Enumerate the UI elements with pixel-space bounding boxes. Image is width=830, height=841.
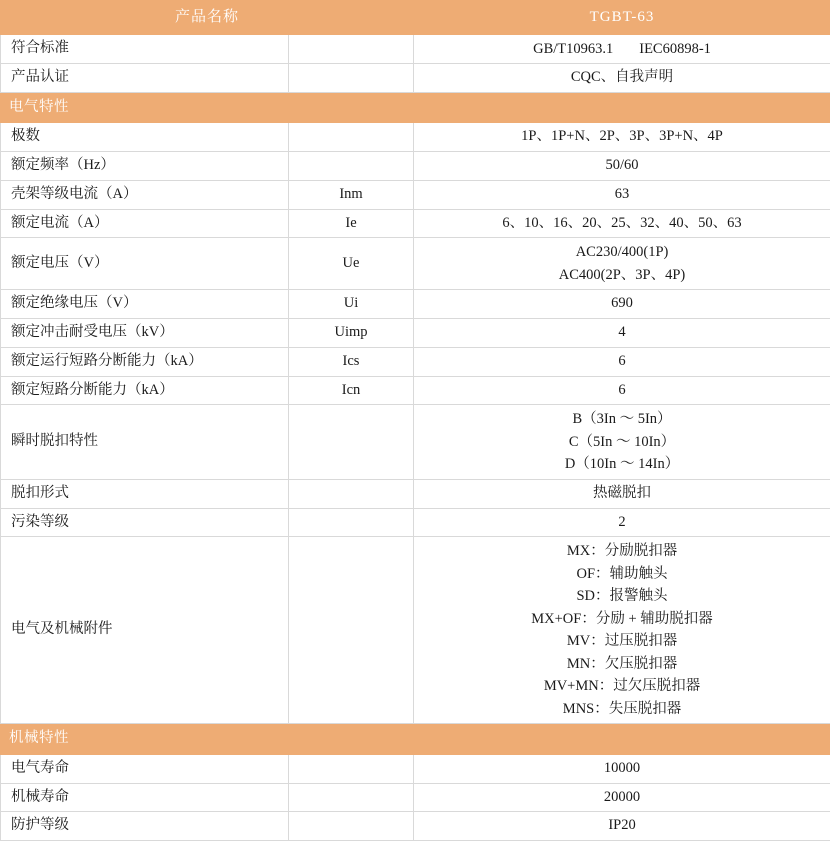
spec-value-text: MV+MN：过欠压脱扣器 bbox=[420, 675, 824, 697]
spec-value-cell bbox=[414, 63, 830, 92]
spec-value-text: SD：报警触头 bbox=[420, 585, 824, 607]
spec-value-cell bbox=[414, 405, 830, 479]
spec-table-body bbox=[1, 1, 830, 841]
spec-symbol-cell bbox=[289, 479, 414, 508]
spec-name-cell: 脱扣形式 bbox=[1, 479, 289, 508]
spec-name-cell: 瞬时脱扣特性 bbox=[1, 405, 289, 479]
spec-value-cell bbox=[414, 376, 830, 405]
table-row bbox=[1, 508, 830, 537]
table-row bbox=[1, 34, 830, 63]
table-row bbox=[1, 123, 830, 152]
spec-value-cell bbox=[414, 479, 830, 508]
table-row bbox=[1, 63, 830, 92]
spec-value-cell bbox=[414, 754, 830, 783]
table-row bbox=[1, 376, 830, 405]
header-product-model: TGBT-63 bbox=[414, 1, 830, 35]
spec-value-text: MN：欠压脱扣器 bbox=[420, 653, 824, 675]
spec-value-cell bbox=[414, 508, 830, 537]
spec-value-cell bbox=[414, 783, 830, 812]
spec-value-text: MNS：失压脱扣器 bbox=[420, 698, 824, 720]
spec-value-cell bbox=[414, 180, 830, 209]
spec-value-text: 1P、1P+N、2P、3P、3P+N、4P bbox=[420, 126, 824, 148]
spec-name-cell: 电气寿命 bbox=[1, 754, 289, 783]
table-row bbox=[1, 405, 830, 479]
spec-name-cell: 额定电流（A） bbox=[1, 209, 289, 238]
section-header-row bbox=[1, 724, 830, 755]
spec-symbol-cell bbox=[289, 537, 414, 724]
table-row bbox=[1, 347, 830, 376]
spec-name-cell: 额定频率（Hz） bbox=[1, 152, 289, 181]
spec-name-cell: 额定运行短路分断能力（kA） bbox=[1, 347, 289, 376]
spec-name-cell: 电气及机械附件 bbox=[1, 537, 289, 724]
spec-name-cell: 额定冲击耐受电压（kV） bbox=[1, 319, 289, 348]
spec-value-cell bbox=[414, 537, 830, 724]
spec-value-cell bbox=[414, 152, 830, 181]
table-row bbox=[1, 180, 830, 209]
spec-value-cell bbox=[414, 290, 830, 319]
spec-value-text: IP20 bbox=[420, 815, 824, 837]
spec-name-cell: 符合标准 bbox=[1, 34, 289, 63]
spec-name-cell: 壳架等级电流（A） bbox=[1, 180, 289, 209]
section-header-row bbox=[1, 92, 830, 123]
spec-value-text: 4 bbox=[420, 322, 824, 344]
spec-symbol-cell bbox=[289, 754, 414, 783]
spec-value-cell bbox=[414, 319, 830, 348]
spec-name-cell: 额定短路分断能力（kA） bbox=[1, 376, 289, 405]
table-row bbox=[1, 290, 830, 319]
spec-value-cell bbox=[414, 812, 830, 841]
table-row bbox=[1, 812, 830, 841]
spec-value-cell bbox=[414, 123, 830, 152]
spec-value-text: 6、10、16、20、25、32、40、50、63 bbox=[420, 213, 824, 235]
spec-symbol-cell: Icn bbox=[289, 376, 414, 405]
table-header-row bbox=[1, 1, 830, 35]
spec-value-cell bbox=[414, 347, 830, 376]
spec-symbol-cell: Ie bbox=[289, 209, 414, 238]
spec-name-cell: 极数 bbox=[1, 123, 289, 152]
spec-symbol-cell: Uimp bbox=[289, 319, 414, 348]
spec-value-cell bbox=[414, 238, 830, 290]
spec-value-text: MV：过压脱扣器 bbox=[420, 630, 824, 652]
table-row bbox=[1, 754, 830, 783]
spec-symbol-cell bbox=[289, 63, 414, 92]
header-product-name: 产品名称 bbox=[1, 1, 414, 35]
spec-name-cell: 机械寿命 bbox=[1, 783, 289, 812]
spec-value-text: 6 bbox=[420, 380, 824, 402]
spec-value-text: MX：分励脱扣器 bbox=[420, 540, 824, 562]
spec-name-cell: 污染等级 bbox=[1, 508, 289, 537]
spec-value-text: 热磁脱扣 bbox=[420, 483, 824, 505]
spec-value-text: 690 bbox=[420, 293, 824, 315]
spec-value-text: 10000 bbox=[420, 758, 824, 780]
spec-value-text: 2 bbox=[420, 512, 824, 534]
spec-symbol-cell bbox=[289, 508, 414, 537]
spec-value-text: AC230/400(1P) bbox=[420, 241, 824, 263]
spec-name-cell: 产品认证 bbox=[1, 63, 289, 92]
section-title: 电气特性 bbox=[1, 92, 830, 123]
spec-symbol-cell bbox=[289, 405, 414, 479]
spec-value-text: C（5In ～ 10In） bbox=[420, 431, 824, 453]
spec-name-cell: 额定电压（V） bbox=[1, 238, 289, 290]
table-row bbox=[1, 479, 830, 508]
spec-value-text: GB/T10963.1 bbox=[533, 41, 613, 57]
spec-symbol-cell bbox=[289, 123, 414, 152]
spec-symbol-cell bbox=[289, 812, 414, 841]
spec-value-text: 63 bbox=[420, 184, 824, 206]
spec-symbol-cell bbox=[289, 34, 414, 63]
section-title: 机械特性 bbox=[1, 724, 830, 755]
spec-symbol-cell: Ui bbox=[289, 290, 414, 319]
table-row bbox=[1, 209, 830, 238]
spec-symbol-cell: Ics bbox=[289, 347, 414, 376]
spec-value-cell bbox=[414, 209, 830, 238]
spec-symbol-cell: Inm bbox=[289, 180, 414, 209]
spec-value-text: 6 bbox=[420, 351, 824, 373]
spec-symbol-cell bbox=[289, 783, 414, 812]
table-row bbox=[1, 319, 830, 348]
spec-name-cell: 额定绝缘电压（V） bbox=[1, 290, 289, 319]
table-row bbox=[1, 152, 830, 181]
spec-symbol-cell: Ue bbox=[289, 238, 414, 290]
spec-value-text: MX+OF：分励 + 辅助脱扣器 bbox=[420, 608, 824, 630]
table-row bbox=[1, 783, 830, 812]
spec-symbol-cell bbox=[289, 152, 414, 181]
spec-value-text: D（10In ～ 14In） bbox=[420, 453, 824, 475]
spec-name-cell: 防护等级 bbox=[1, 812, 289, 841]
spec-value-text: OF：辅助触头 bbox=[420, 563, 824, 585]
spec-value-text: IEC60898-1 bbox=[639, 41, 711, 57]
table-row bbox=[1, 238, 830, 290]
spec-value-text: B（3In ～ 5In） bbox=[420, 408, 824, 430]
spec-value-text: 20000 bbox=[420, 787, 824, 809]
table-row bbox=[1, 537, 830, 724]
spec-value-cell bbox=[414, 34, 830, 63]
spec-value-text: AC400(2P、3P、4P) bbox=[420, 264, 824, 286]
spec-value-text: CQC、自我声明 bbox=[420, 67, 824, 89]
spec-value-text: 50/60 bbox=[420, 155, 824, 177]
